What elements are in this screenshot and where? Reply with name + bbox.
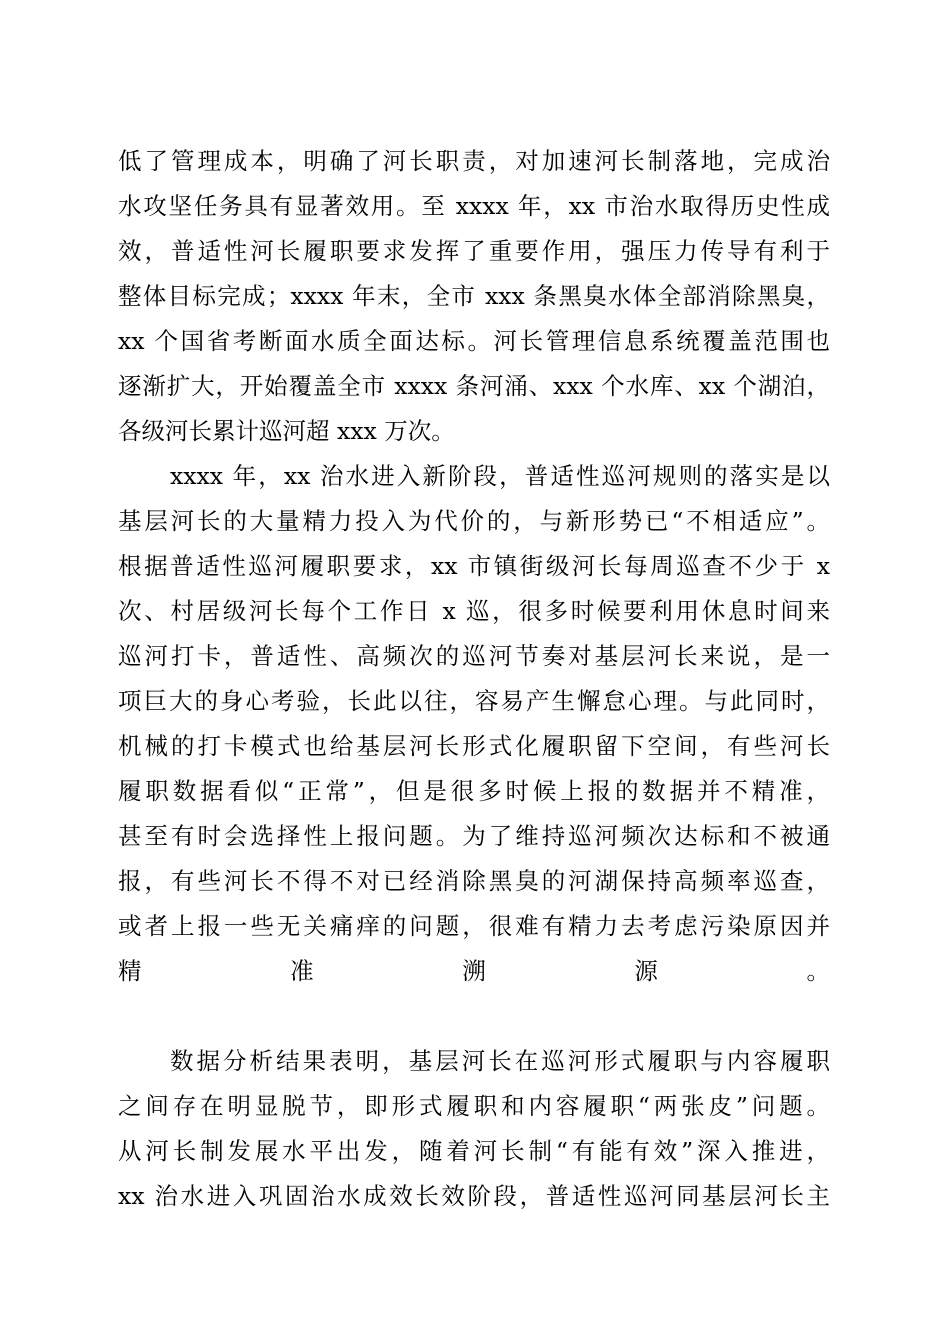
- text-line: 各级河长累计巡河超 xxx 万次。: [118, 417, 455, 445]
- text-line: 根据普适性巡河履职要求，xx 市镇街级河长每周巡查不少于 x: [118, 552, 830, 580]
- text-line: 水攻坚任务具有显著效用。至 xxxx 年，xx 市治水取得历史性成: [118, 192, 830, 220]
- text-line: 低了管理成本，明确了河长职责，对加速河长制落地，完成治: [118, 147, 830, 175]
- text-line: 从河长制发展水平出发，随着河长制“有能有效”深入推进，: [118, 1137, 830, 1165]
- text-line: 之间存在明显脱节，即形式履职和内容履职“两张皮”问题。: [118, 1092, 830, 1120]
- text-line: 报，有些河长不得不对已经消除黑臭的河湖保持高频率巡查，: [118, 867, 830, 895]
- text-line: [118, 996, 830, 1036]
- text-line: 巡河打卡，普适性、高频次的巡河节奏对基层河长来说，是一: [118, 642, 830, 670]
- text-line: xx 治水进入巩固治水成效长效阶段，普适性巡河同基层河长主: [118, 1182, 830, 1210]
- text-line: 精准溯源。: [118, 957, 830, 985]
- text-line: 或者上报一些无关痛痒的问题，很难有精力去考虑污染原因并: [118, 912, 830, 940]
- text-line: 甚至有时会选择性上报问题。为了维持巡河频次达标和不被通: [118, 822, 830, 850]
- text-line: 次、村居级河长每个工作日 x 巡，很多时候要利用休息时间来: [118, 597, 830, 625]
- text-line: xxxx 年，xx 治水进入新阶段，普适性巡河规则的落实是以: [170, 462, 830, 490]
- text-line: 基层河长的大量精力投入为代价的，与新形势已“不相适应”。: [118, 507, 830, 535]
- text-line: xx 个国省考断面水质全面达标。河长管理信息系统覆盖范围也: [118, 327, 830, 355]
- text-line: 整体目标完成；xxxx 年末，全市 xxx 条黑臭水体全部消除黑臭，: [118, 282, 830, 310]
- text-line: 数据分析结果表明，基层河长在巡河形式履职与内容履职: [170, 1047, 830, 1075]
- text-line: 效，普适性河长履职要求发挥了重要作用，强压力传导有利于: [118, 237, 830, 265]
- text-line: 机械的打卡模式也给基层河长形式化履职留下空间，有些河长: [118, 732, 830, 760]
- text-line: 逐渐扩大，开始覆盖全市 xxxx 条河涌、xxx 个水库、xx 个湖泊，: [118, 372, 830, 400]
- text-line: 履职数据看似“正常”，但是很多时候上报的数据并不精准，: [118, 777, 830, 805]
- text-line: 项巨大的身心考验，长此以往，容易产生懈怠心理。与此同时，: [118, 687, 830, 715]
